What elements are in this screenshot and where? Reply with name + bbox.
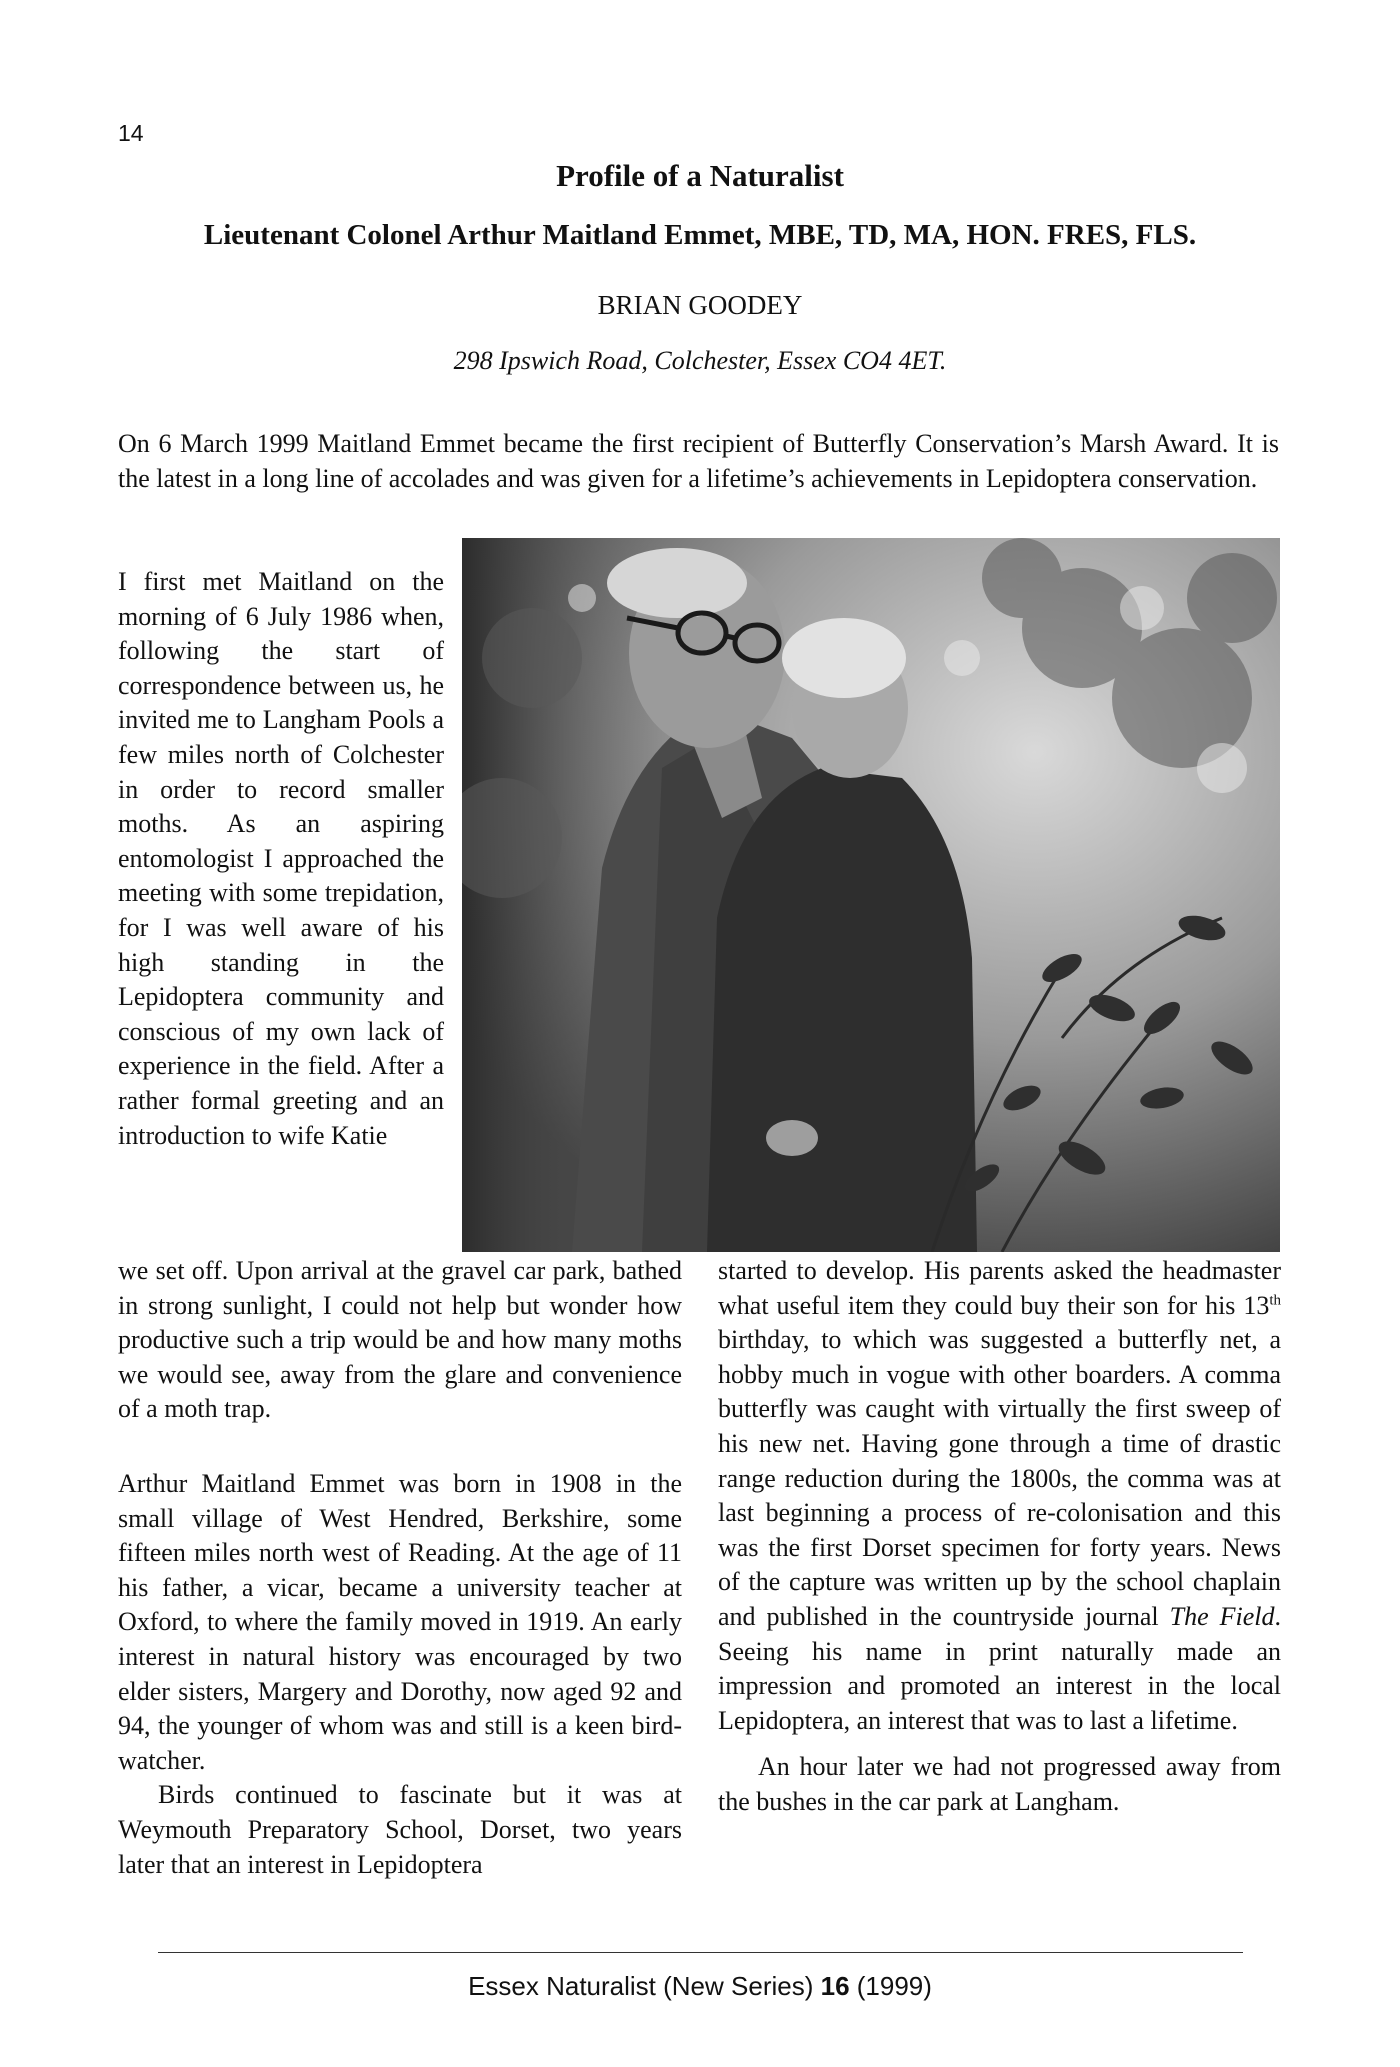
article-subtitle: Lieutenant Colonel Arthur Maitland Emmet, MBE, TD, MA, HON. FRES, FLS.	[203, 219, 1197, 251]
langham-paragraph: An hour later we had not progressed away from the bushes in the car park at Langham.	[718, 1752, 1281, 1816]
article-title: Profile of a Naturalist	[556, 158, 844, 193]
opening-text-continued: we set off. Upon arrival at the gravel car park, bathed in strong sunlight, I could not help but wonder how productive such a trip would be and how many moths we would see, away from the glare and convenience of a moth trap.	[118, 1256, 682, 1424]
footer-year: (1999)	[849, 1971, 932, 2001]
author-address: 298 Ipswich Road, Colchester, Essex CO4 4ET.	[453, 346, 947, 375]
opening-paragraph-narrow	[118, 565, 444, 1153]
footer-citation	[0, 1971, 1400, 2002]
butterfly-text-a: started to develop. His parents asked the headmaster what useful item they could buy their son for his 13	[718, 1256, 1281, 1320]
opening-text-narrow: I first met Maitland on the morning of 6 July 1986 when, following the start of correspondence between us, he invited me to Langham Pools a few miles north of Colchester in order to record smaller moths. As an aspiring entomologist I approached the meeting with some trepidation, for I was well aware of his high standing in the Lepidoptera community and conscious of my own lack of experience in the field. After a rather formal greeting and an introduction to wife Katie	[118, 567, 444, 1150]
photo-maitland-and-katie-emmet	[462, 538, 1280, 1252]
ordinal-suffix: th	[1269, 1291, 1281, 1308]
page-number: 14	[118, 120, 144, 146]
right-column	[718, 1254, 1281, 1820]
biography-column	[118, 1467, 682, 1882]
photograph	[462, 538, 1280, 1252]
journal-title-italic: The Field	[1169, 1601, 1275, 1631]
intro-text: On 6 March 1999 Maitland Emmet became the first recipient of Butterfly Conservation’s Marsh Award. It is the latest in a long line of accolades and was given for a lifetime’s achievements in Lepidoptera conservation.	[118, 429, 1279, 493]
author-name: BRIAN GOODEY	[597, 290, 803, 320]
birds-paragraph: Birds continued to fascinate but it was at Weymouth Preparatory School, Dorset, two years later that an interest in Lepidoptera	[118, 1780, 682, 1879]
butterfly-net-paragraph	[718, 1254, 1281, 1738]
biography-paragraph: Arthur Maitland Emmet was born in 1908 in the small village of West Hendred, Berkshire, some fifteen miles north west of Reading. At the age of 11 his father, a vicar, became a university teacher at Oxford, to where the family moved in 1919. An early interest in natural history was encouraged by two elder sisters, Margery and Dorothy, now aged 92 and 94, the younger of whom was and still is a keen bird-watcher.	[118, 1469, 682, 1775]
footer-journal: Essex Naturalist (New Series)	[468, 1971, 821, 2001]
intro-paragraph	[118, 427, 1279, 496]
footer-volume: 16	[820, 1971, 850, 2001]
butterfly-text-c: . Seeing his name in print naturally made an impression and promoted an interest in the local Lepidoptera, an interest that was to last a lifetime.	[718, 1601, 1281, 1735]
footer-divider	[158, 1952, 1243, 1953]
butterfly-text-b: birthday, to which was suggested a butterfly net, a hobby much in vogue with other boarders. A comma butterfly was caught with virtually the first sweep of his new net. Having gone through a time of drastic range reduction during the 1800s, the comma was at last beginning a process of re-colonisation and this was the first Dorset specimen for forty years. News of the capture was written up by the school chaplain and published in the countryside journal	[718, 1325, 1281, 1631]
opening-paragraph-continued	[118, 1254, 682, 1427]
